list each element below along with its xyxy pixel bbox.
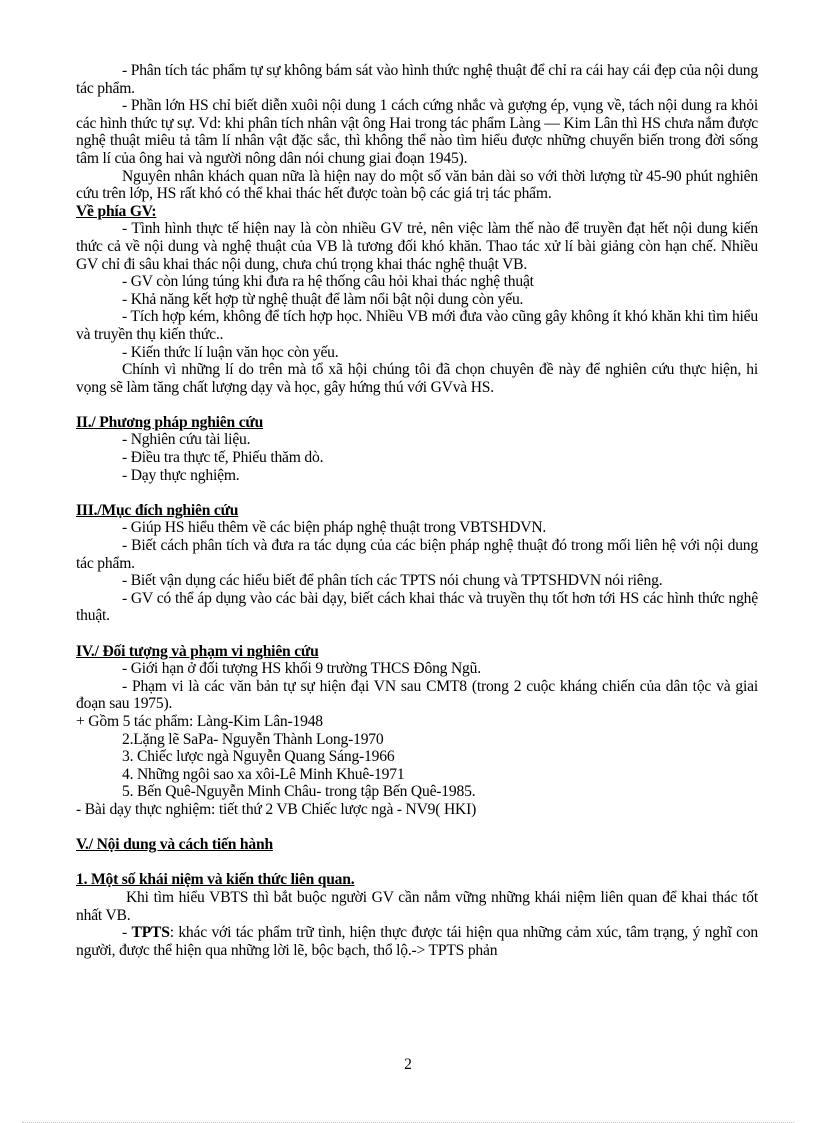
section-2-heading: II./ Phương pháp nghiên cứu [76,413,264,431]
work-item: 4. Những ngôi sao xa xôi-Lê Minh Khuê-1971 [122,765,405,783]
gv-paragraph-2: - GV còn lúng túng khi đưa ra hệ thống câu hỏi khai thác nghệ thuật [122,273,534,291]
work-item: 3. Chiếc lược ngà Nguyễn Quang Sáng-1966 [122,748,395,766]
tpts-term: TPTS [131,924,170,942]
section-4-heading: IV./ Đối tượng và phạm vi nghiên cứu [76,642,319,660]
intro-paragraph-2: - Phần lớn HS chỉ biết diễn xuôi nội dung 1 cách cứng nhắc và gượng ép, vụng về, tách nội dung ra khỏi các hình thức tự sự. Vd: khi phân tích nhân vật ông Hai trong tác phẩm Làng — Kim Lân thì HS chưa nắm được nghệ thuật miêu tả tâm lí nhân vật đặc sắc, thì không thể nào tìm hiểu được những chuyển biến trong đời sống tâm lí của ông hai và người nông dân nói chung giai đoạn 1945). [76,97,758,167]
gv-paragraph-3: - Khả năng kết hợp từ nghệ thuật để làm nổi bật nội dung còn yếu. [122,290,524,308]
gv-heading: Về phía GV: [76,202,157,220]
purpose-paragraph-3: - Biết vận dụng các hiểu biết để phân tích các TPTS nói chung và TPTSHDVN nói riêng. [122,572,663,590]
work-item: 5. Bến Quê-Nguyễn Minh Châu- trong tập Bến Quê-1985. [122,783,476,801]
method-item: - Dạy thực nghiệm. [122,466,240,484]
gv-paragraph-5: - Kiến thức lí luận văn học còn yếu. [122,343,339,361]
intro-paragraph-3: Nguyên nhân khách quan nữa là hiện nay do một số văn bản dài so với thời lượng từ 45-90 phút nghiên cứu trên lớp, HS rất khó có thể khai thác hết được toàn bộ các giá trị tác phẩm. [76,167,758,203]
scope-paragraph-1: - Giới hạn ở đối tượng HS khối 9 trường THCS Đông Ngũ. [122,660,481,678]
purpose-paragraph-1: - Giúp HS hiểu thêm về các biện pháp nghệ thuật trong VBTSHDVN. [122,519,547,537]
concept-paragraph-2: - TPTS: khác với tác phẩm trữ tình, hiện thực được tái hiện qua những cảm xúc, tâm trạng, ý nghĩ con người, được thể hiện qua những lời lẽ, bộc bạch, thổ lộ.-> TPTS phản [76,924,758,959]
method-item: - Nghiên cứu tài liệu. [122,431,251,449]
tpts-definition: : khác với tác phẩm trữ tình, hiện thực được tái hiện qua những cảm xúc, tâm trạng, ý nghĩ con người, được thể hiện qua những lời lẽ, bộc bạch, thổ lộ.-> TPTS phản [76,924,758,959]
gv-paragraph-6: Chính vì những lí do trên mà tổ xã hội chúng tôi đã chọn chuyên đề này để nghiên cứu thực hiện, hi vọng sẽ làm tăng chất lượng dạy và học, gây hứng thú với GVvà HS. [76,361,758,396]
gv-paragraph-4: - Tích hợp kém, không để tích hợp học. Nhiều VB mới đưa vào cũng gây không ít khó khăn khi tìm hiểu và truyền thụ kiến thức.. [76,308,758,343]
purpose-paragraph-4: - GV có thể áp dụng vào các bài dạy, biết cách khai thác và truyền thụ tốt hơn tới HS các hình thức nghệ thuật. [76,589,758,625]
experimental-lesson: - Bài dạy thực nghiệm: tiết thứ 2 VB Chiếc lược ngà - NV9( HKI) [76,800,477,818]
purpose-paragraph-2: - Biết cách phân tích và đưa ra tác dụng của các biện pháp nghệ thuật đó trong mối liên hệ với nội dung tác phẩm. [76,537,758,572]
works-intro: + Gồm 5 tác phẩm: Làng-Kim Lân-1948 [76,712,323,730]
section-3-heading: III./Mục đích nghiên cứu [76,501,239,519]
section-5-1-heading: 1. Một số khái niệm và kiến thức liên quan. [76,871,355,889]
intro-paragraph-1: - Phân tích tác phẩm tự sự không bám sát vào hình thức nghệ thuật để chỉ ra cái hay cái đẹp của nội dung tác phẩm. [76,62,758,97]
page-number: 2 [404,1056,412,1073]
gv-paragraph-1: - Tình hình thực tế hiện nay là còn nhiều GV trẻ, nên việc làm thế nào để truyền đạt hết nội dung kiến thức cả về nội dung và nghệ thuật của VB là tương đối khó khăn. Thao tác xử lí bài giảng còn hạn chế. Nhiều GV chỉ đi sâu khai thác nội dung, chưa chú trọng khai thác nghệ thuật VB. [76,220,758,273]
scope-paragraph-2: - Phạm vi là các văn bản tự sự hiện đại VN sau CMT8 (trong 2 cuộc kháng chiến của dân tộc và giai đoạn sau 1975). [76,677,758,713]
concept-paragraph-1: Khi tìm hiểu VBTS thì bắt buộc người GV cần nắm vững những khái niệm liên quan để khai thác tốt nhất VB. [76,888,758,924]
document-body [76,62,758,959]
method-item: - Điều tra thực tế, Phiếu thăm dò. [122,449,324,467]
work-item: 2.Lặng lẽ SaPa- Nguyễn Thành Long-1970 [122,730,384,748]
section-5-heading: V./ Nội dung và cách tiến hành [76,836,273,854]
